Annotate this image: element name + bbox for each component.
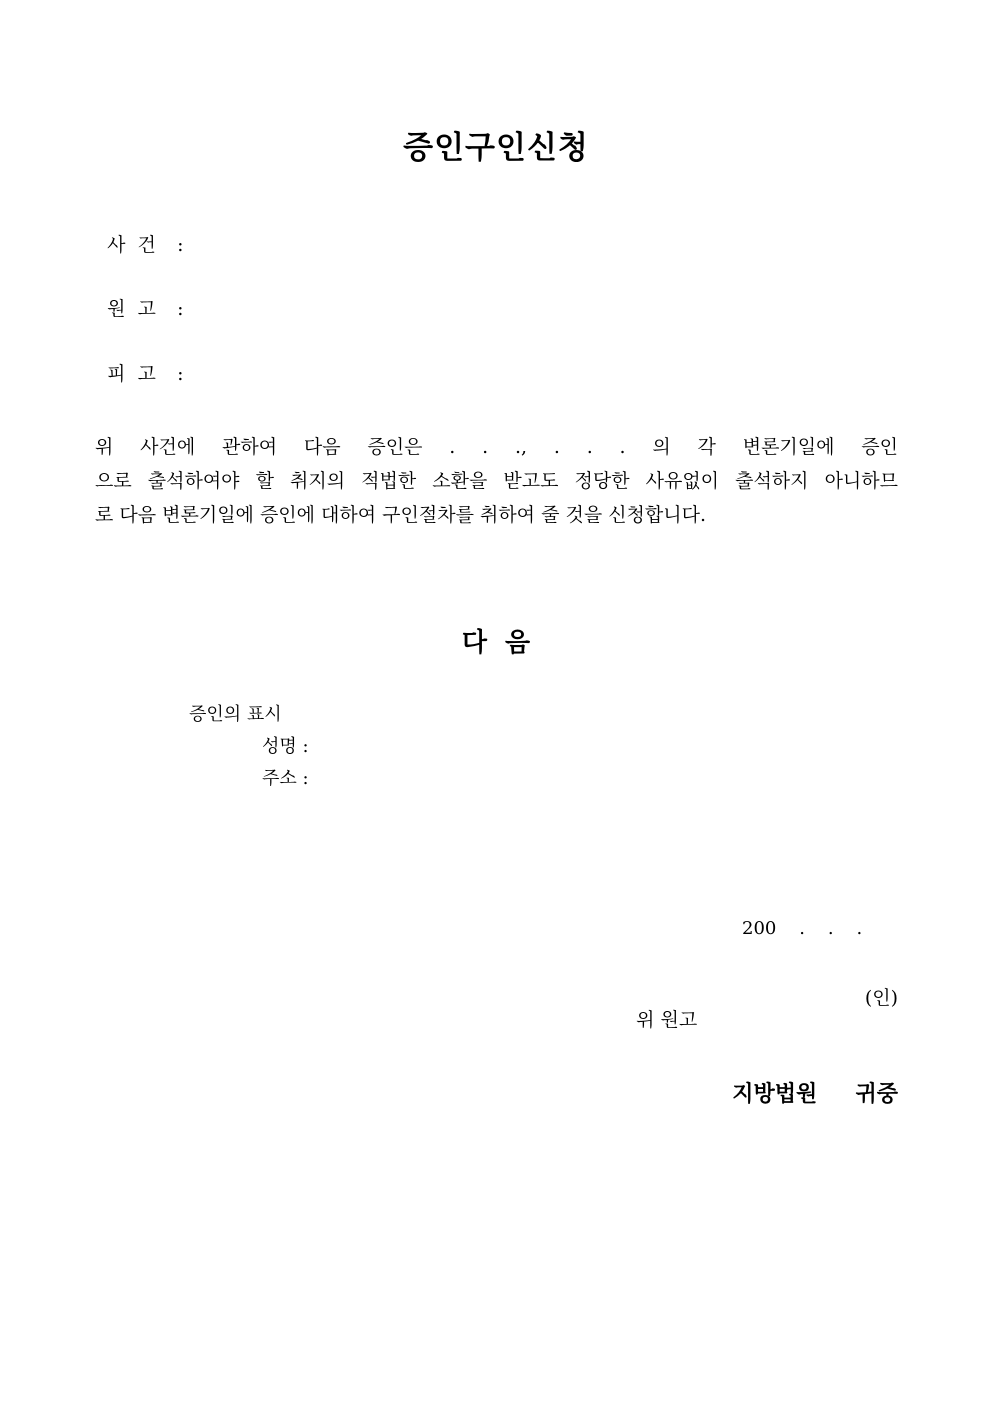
witness-name-label: 성명 : [262,736,309,757]
date-line: 200 . . . [742,918,863,939]
body-line-3: 로 다음 변론기일에 증인에 대하여 구인절차를 취하여 줄 것을 신청합니다. [95,504,707,526]
signature-line [624,983,898,1054]
body-line-2: 으로 출석하여야 할 취지의 적법한 소환을 받고도 정당한 사유없이 출석하지 아니하므 [95,470,898,492]
section-heading: 다 음 [461,628,531,658]
witness-address-label: 주소 : [262,768,309,789]
document-title: 증인구인신청 [403,130,589,166]
field-case [95,208,184,257]
field-plaintiff-colon: : [177,298,184,320]
witness-section-label: 증인의 표시 [189,704,282,725]
seal-mark: (인) [864,987,898,1009]
court-addressee: 지방법원 귀중 [732,1081,898,1107]
field-defendant-colon: : [177,363,184,385]
field-plaintiff [95,272,184,321]
field-defendant-label: 피 고 [107,363,156,385]
signature-label: 위 원고 [636,1009,698,1031]
body-line-1: 위 사건에 관하여 다음 증인은 . . ., . . . 의 각 변론기일에 증인 [95,436,898,458]
field-plaintiff-label: 원 고 [107,298,156,320]
field-case-label: 사 건 [107,234,156,256]
field-defendant [95,337,184,386]
field-case-colon: : [177,234,184,256]
